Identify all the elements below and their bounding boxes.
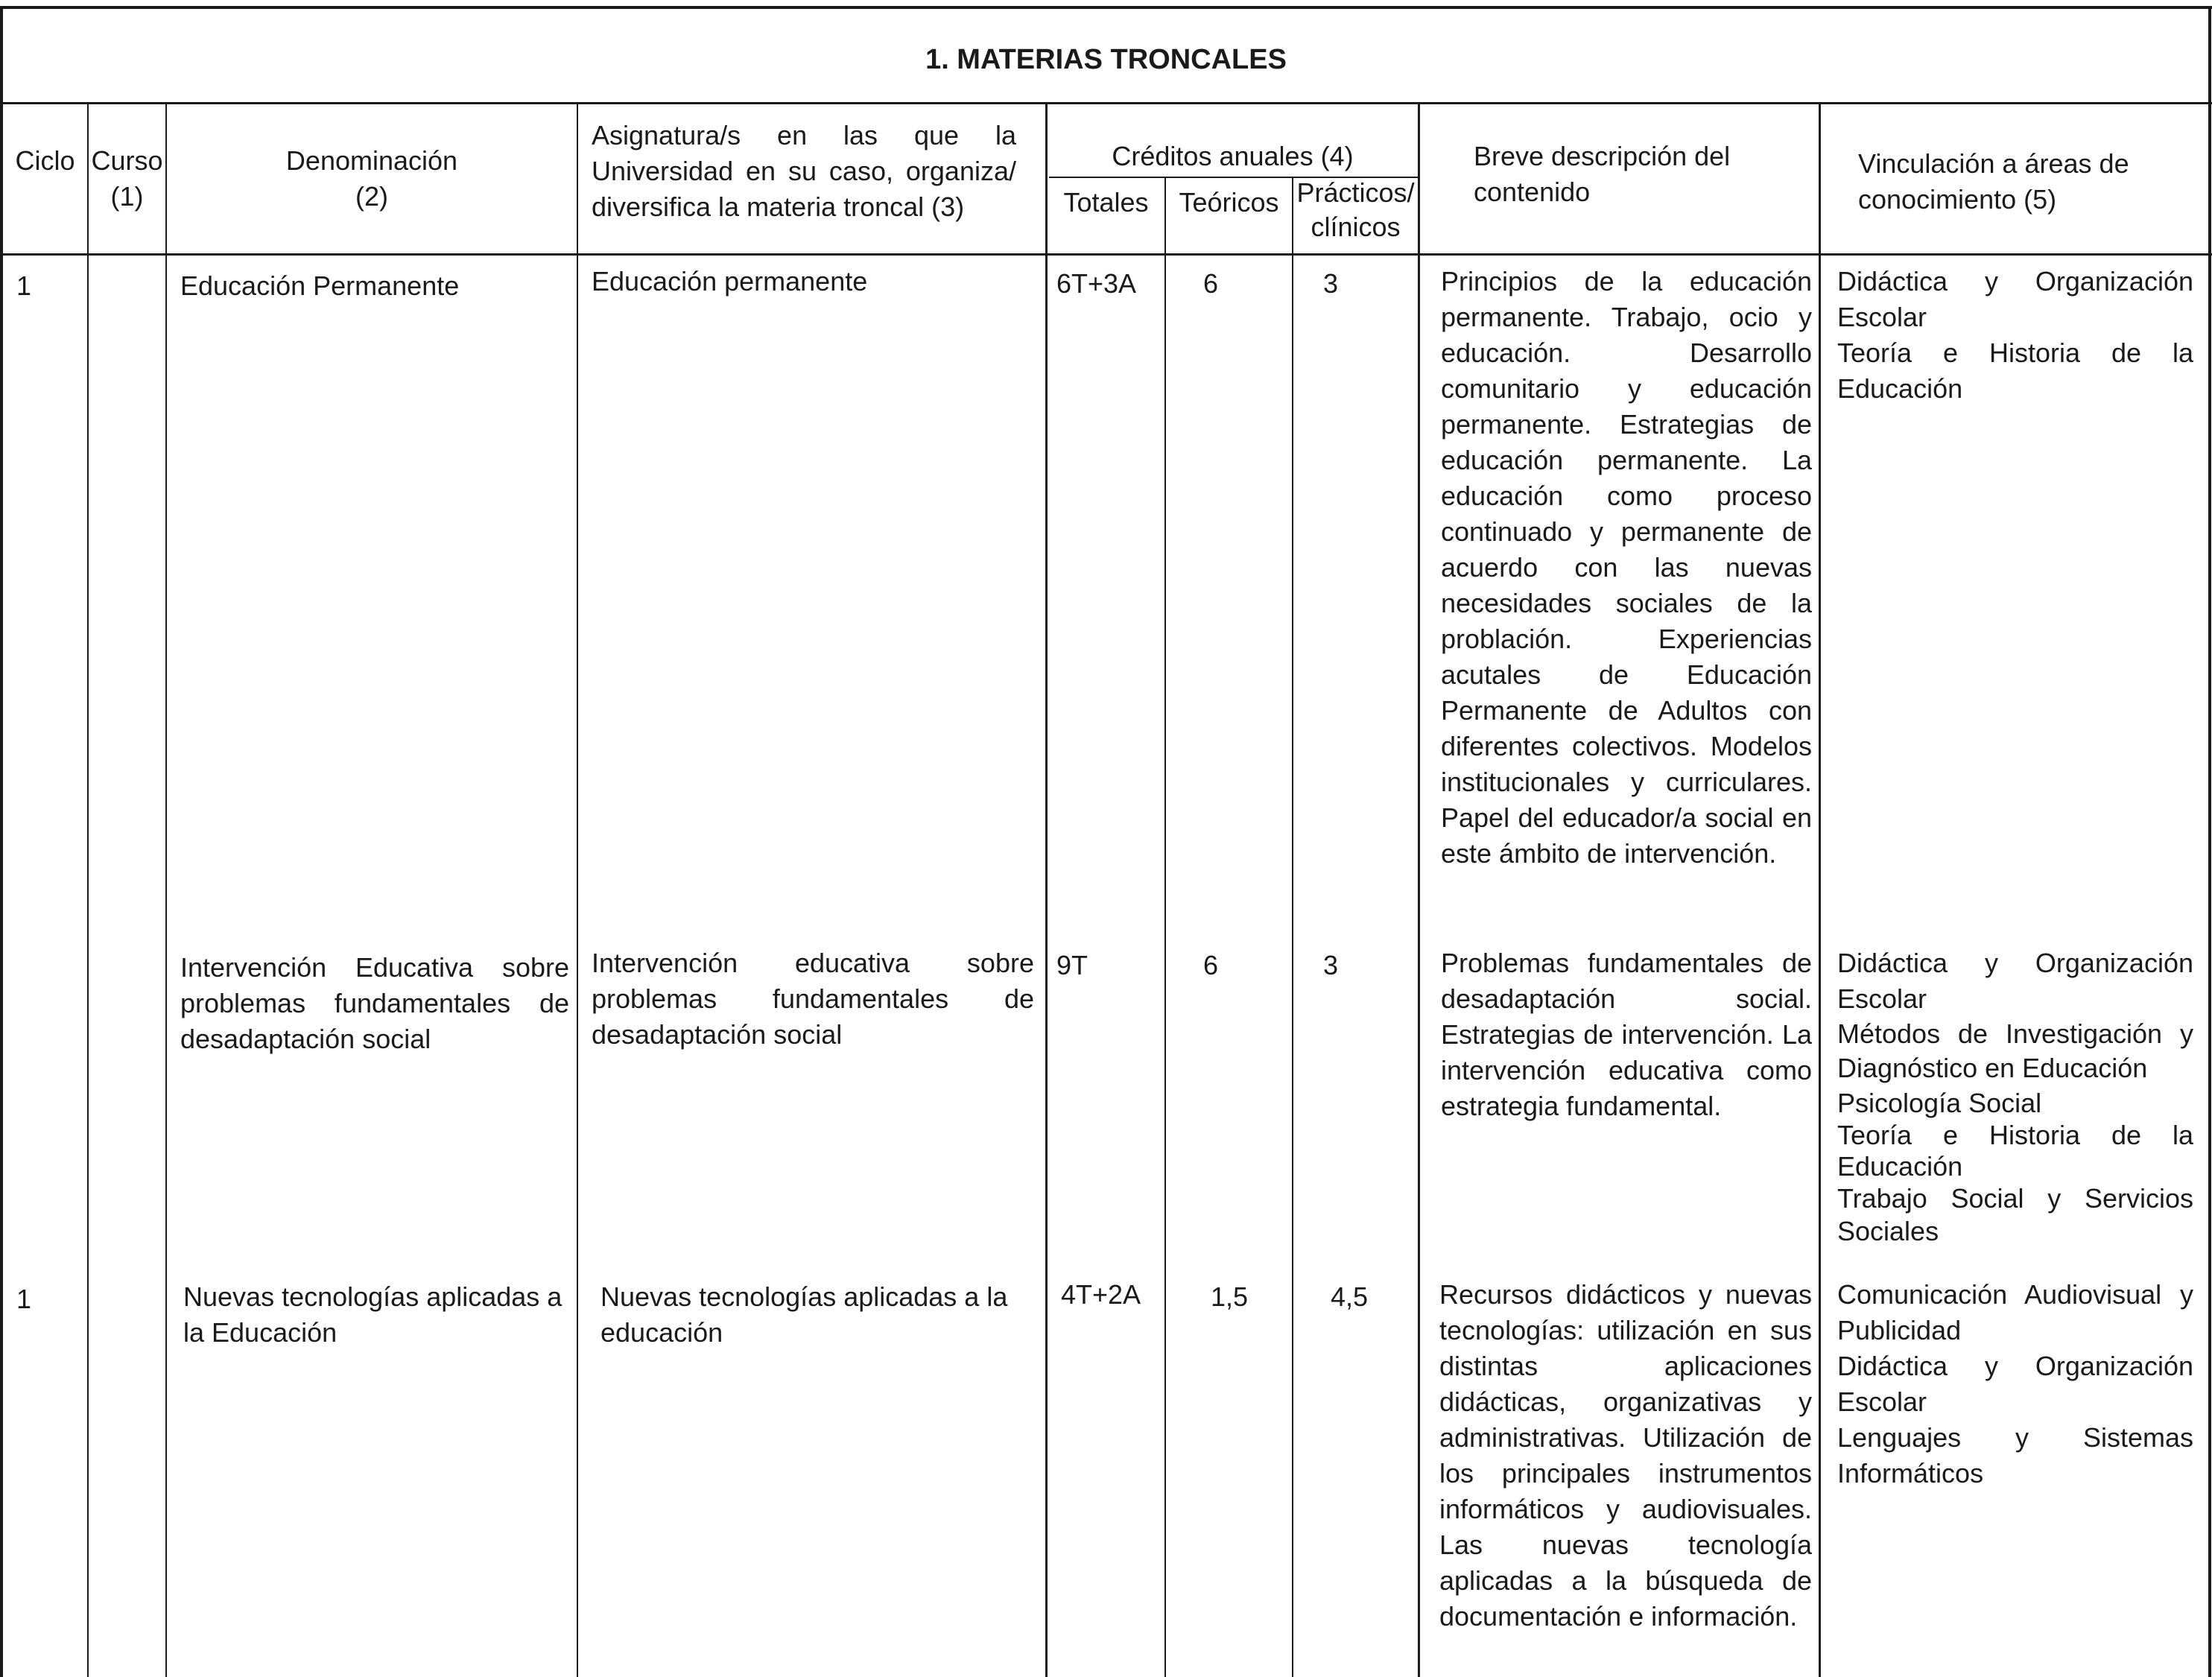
column-rule-4 bbox=[1045, 104, 1048, 1677]
table-border-right bbox=[2208, 6, 2211, 1677]
row2-vinculacion-1: Didáctica y Organización Escolar bbox=[1837, 948, 2193, 1014]
row3-vinculacion-3: Lenguajes y Sistemas Informáticos bbox=[1837, 1422, 2193, 1489]
column-rule-2 bbox=[165, 104, 167, 1677]
column-rule-5 bbox=[1164, 177, 1166, 1677]
row2-vinculacion-2: Métodos de Investigación y Diagnóstico en Educación bbox=[1837, 1018, 2193, 1083]
header-asignaturas: Asignatura/s en las que la Universidad en su caso, organiza/ diversifica la materia troncal (3) bbox=[592, 120, 1016, 222]
row1-vinculacion-1: Didáctica y Organización Escolar bbox=[1837, 266, 2193, 332]
row1-totales: 6T+3A bbox=[1056, 268, 1137, 299]
column-rule-6 bbox=[1292, 177, 1293, 1677]
row2-vinculacion-3: Psicología Social bbox=[1837, 1088, 2042, 1118]
row2-teoricos: 6 bbox=[1202, 950, 1219, 980]
header-totales: Totales bbox=[1063, 187, 1149, 218]
column-rule-3 bbox=[577, 104, 578, 1677]
row3-teoricos: 1,5 bbox=[1210, 1281, 1249, 1312]
table-title: 1. MATERIAS TRONCALES bbox=[925, 44, 1287, 75]
row1-practicos: 3 bbox=[1322, 268, 1339, 299]
table-border-top bbox=[0, 6, 2212, 9]
header-denominacion: Denominación (2) bbox=[285, 145, 458, 212]
header-ciclo: Ciclo bbox=[15, 145, 75, 176]
header-practicos: Prácticos/ clínicos bbox=[1296, 177, 1415, 242]
row3-vinculacion-2: Didáctica y Organización Escolar bbox=[1837, 1351, 2193, 1417]
row3-totales: 4T+2A bbox=[1061, 1279, 1141, 1310]
row1-vinculacion-2: Teoría e Historia de la Educación bbox=[1837, 337, 2193, 404]
row3-descripcion: Recursos didácticos y nuevas tecnologías: utilización en sus distintas aplicaciones didácticas, organizativas y administrativas. Utilización de los principales instrumentos informáticos y audiovisuales. Las nuevas tecnología aplicadas a la búsqueda de documentación e información. bbox=[1439, 1279, 1812, 1632]
row1-ciclo: 1 bbox=[16, 270, 32, 301]
header-curso: Curso (1) bbox=[91, 145, 163, 212]
table-border-left bbox=[0, 6, 3, 1677]
header-divider bbox=[0, 253, 2212, 256]
title-divider bbox=[0, 102, 2212, 104]
row2-denominacion: Intervención Educativa sobre problemas fundamentales de desadaptación social bbox=[180, 952, 569, 1054]
row2-descripcion: Problemas fundamentales de desadaptación social. Estrategias de intervención. La intervención educativa como estrategia fundamental. bbox=[1441, 948, 1812, 1121]
column-rule-1 bbox=[87, 104, 89, 1677]
row2-practicos: 3 bbox=[1322, 950, 1339, 980]
column-rule-8 bbox=[1819, 104, 1821, 1677]
header-teoricos: Teóricos bbox=[1179, 187, 1279, 218]
row3-ciclo: 1 bbox=[16, 1284, 32, 1314]
column-rule-7 bbox=[1418, 104, 1420, 1677]
row2-totales: 9T bbox=[1056, 950, 1088, 980]
row1-asignatura: Educación permanente bbox=[592, 266, 868, 297]
row3-asignatura: Nuevas tecnologías aplicadas a la educación bbox=[600, 1281, 1008, 1348]
header-creditos: Créditos anuales (4) bbox=[1112, 141, 1354, 171]
row2-vinculacion-5: Trabajo Social y Servicios Sociales bbox=[1837, 1183, 2193, 1246]
row1-teoricos: 6 bbox=[1202, 268, 1219, 299]
row3-vinculacion-1: Comunicación Audiovisual y Publicidad bbox=[1837, 1279, 2193, 1345]
row2-vinculacion-4: Teoría e Historia de la Educación bbox=[1837, 1120, 2193, 1182]
row3-denominacion: Nuevas tecnologías aplicadas a la Educación bbox=[183, 1281, 562, 1348]
row1-denominacion: Educación Permanente bbox=[180, 270, 460, 301]
header-vinculacion: Vinculación a áreas de conocimiento (5) bbox=[1858, 148, 2129, 215]
header-descripcion: Breve descripción del contenido bbox=[1474, 141, 1731, 207]
row3-practicos: 4,5 bbox=[1330, 1281, 1369, 1312]
row1-descripcion: Principios de la educación permanente. Trabajo, ocio y educación. Desarrollo comunitario y educación permanente. Estrategias de educación permanente. La educación como proceso continuado y permanente de acuerdo con las nuevas necesidades sociales de la problación. Experiencias acutales de Educación Permanente de Adultos con diferentes colectivos. Modelos institucionales y curriculares. Papel del educador/a social en este ámbito de intervención. bbox=[1441, 266, 1812, 869]
row2-asignatura: Intervención educativa sobre problemas fundamentales de desadaptación social bbox=[592, 948, 1034, 1050]
